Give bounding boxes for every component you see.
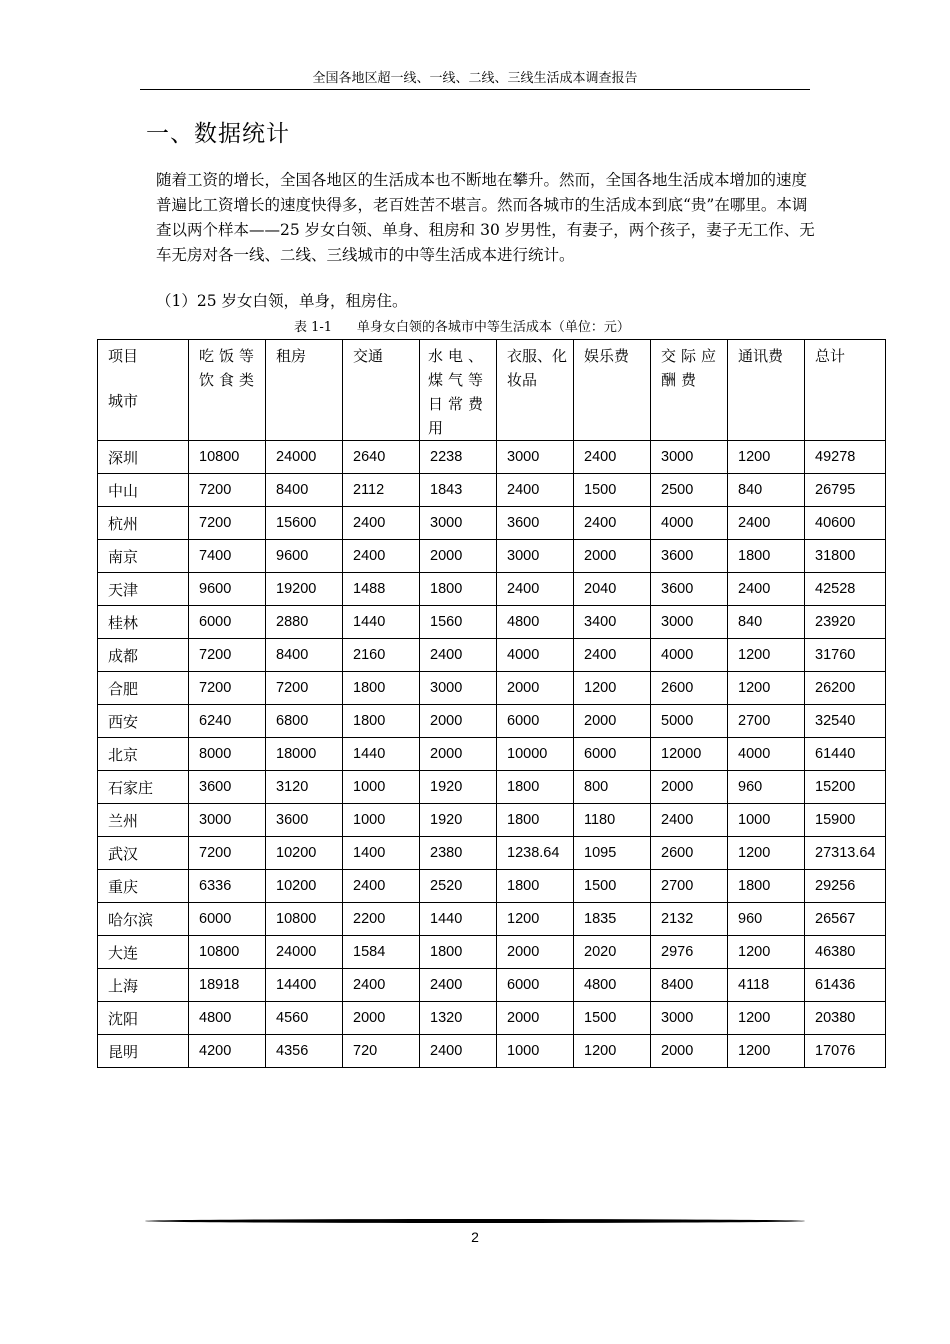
cost-cell: 2000 xyxy=(497,1002,574,1035)
cost-cell: 4800 xyxy=(497,606,574,639)
cost-cell: 1000 xyxy=(343,804,420,837)
cost-cell: 10200 xyxy=(266,870,343,903)
city-name-cell: 昆明 xyxy=(98,1035,189,1068)
table-row xyxy=(98,606,886,639)
table-row xyxy=(98,573,886,606)
cost-cell: 1320 xyxy=(420,1002,497,1035)
cost-cell: 2400 xyxy=(728,573,805,606)
cost-cell: 1500 xyxy=(574,1002,651,1035)
cost-cell: 6000 xyxy=(189,606,266,639)
cost-cell: 1800 xyxy=(343,705,420,738)
sample-item-1: （1）25 岁女白领，单身，租房住。 xyxy=(156,292,408,310)
cost-cell: 6000 xyxy=(497,969,574,1002)
cost-cell: 1400 xyxy=(343,837,420,870)
city-name-cell: 哈尔滨 xyxy=(98,903,189,936)
city-name-cell: 南京 xyxy=(98,540,189,573)
table-row xyxy=(98,903,886,936)
cost-cell: 1200 xyxy=(574,1035,651,1068)
city-name-cell: 杭州 xyxy=(98,507,189,540)
running-header: 全国各地区超一线、一线、二线、三线生活成本调查报告 xyxy=(312,71,638,86)
total-cell: 32540 xyxy=(805,705,886,738)
page-number: 2 xyxy=(471,1229,479,1245)
cost-cell: 1200 xyxy=(574,672,651,705)
cost-cell: 2112 xyxy=(343,474,420,507)
cost-cell: 6240 xyxy=(189,705,266,738)
table-row xyxy=(98,474,886,507)
city-name-cell: 上海 xyxy=(98,969,189,1002)
cost-cell: 1800 xyxy=(728,540,805,573)
total-cell: 26567 xyxy=(805,903,886,936)
cost-cell: 24000 xyxy=(266,936,343,969)
cost-cell: 3600 xyxy=(651,573,728,606)
city-name-cell: 西安 xyxy=(98,705,189,738)
table-row xyxy=(98,936,886,969)
cost-cell: 1200 xyxy=(728,837,805,870)
table-row xyxy=(98,837,886,870)
city-name-cell: 北京 xyxy=(98,738,189,771)
cost-cell: 1200 xyxy=(728,1035,805,1068)
cost-cell: 4200 xyxy=(189,1035,266,1068)
cost-cell: 19200 xyxy=(266,573,343,606)
cost-cell: 2400 xyxy=(420,639,497,672)
cost-cell: 1584 xyxy=(343,936,420,969)
cost-cell: 1843 xyxy=(420,474,497,507)
cost-cell: 2400 xyxy=(497,474,574,507)
cost-cell: 2000 xyxy=(343,1002,420,1035)
table-row xyxy=(98,705,886,738)
cost-cell: 960 xyxy=(728,903,805,936)
total-cell: 26200 xyxy=(805,672,886,705)
cost-cell: 7200 xyxy=(266,672,343,705)
cost-cell: 1800 xyxy=(343,672,420,705)
cost-cell: 1800 xyxy=(497,804,574,837)
cost-cell: 4000 xyxy=(651,507,728,540)
cost-cell: 2600 xyxy=(651,672,728,705)
cost-cell: 2880 xyxy=(266,606,343,639)
cost-cell: 8400 xyxy=(266,474,343,507)
total-cell: 49278 xyxy=(805,441,886,474)
cost-cell: 10000 xyxy=(497,738,574,771)
cost-cell: 1800 xyxy=(497,870,574,903)
table-row xyxy=(98,507,886,540)
cost-cell: 1500 xyxy=(574,474,651,507)
total-cell: 17076 xyxy=(805,1035,886,1068)
cost-cell: 2400 xyxy=(574,507,651,540)
cost-cell: 15600 xyxy=(266,507,343,540)
column-header: 吃饭等饮食类 xyxy=(189,340,266,441)
city-name-cell: 成都 xyxy=(98,639,189,672)
table-row xyxy=(98,771,886,804)
table-row xyxy=(98,738,886,771)
cost-cell: 7200 xyxy=(189,672,266,705)
cost-cell: 2640 xyxy=(343,441,420,474)
cost-cell: 4800 xyxy=(189,1002,266,1035)
cost-cell: 3400 xyxy=(574,606,651,639)
city-name-cell: 大连 xyxy=(98,936,189,969)
cost-cell: 4000 xyxy=(497,639,574,672)
cost-cell: 3600 xyxy=(497,507,574,540)
column-header: 水电、煤气等日常费用 xyxy=(420,340,497,441)
cost-cell: 2520 xyxy=(420,870,497,903)
footer-rule xyxy=(145,1219,805,1223)
cost-cell: 1200 xyxy=(728,936,805,969)
cost-cell: 4000 xyxy=(728,738,805,771)
table-row xyxy=(98,639,886,672)
total-cell: 42528 xyxy=(805,573,886,606)
cost-cell: 5000 xyxy=(651,705,728,738)
cost-cell: 1200 xyxy=(728,672,805,705)
cost-cell: 4000 xyxy=(651,639,728,672)
cost-cell: 1560 xyxy=(420,606,497,639)
city-name-cell: 中山 xyxy=(98,474,189,507)
cost-cell: 1800 xyxy=(420,936,497,969)
cost-cell: 2160 xyxy=(343,639,420,672)
cost-cell: 7400 xyxy=(189,540,266,573)
cost-cell: 1920 xyxy=(420,804,497,837)
column-header: 总计 xyxy=(805,340,886,441)
city-name-cell: 桂林 xyxy=(98,606,189,639)
column-header: 租房 xyxy=(266,340,343,441)
cost-cell: 6000 xyxy=(189,903,266,936)
cost-cell: 14400 xyxy=(266,969,343,1002)
cost-cell: 2200 xyxy=(343,903,420,936)
table-row xyxy=(98,441,886,474)
total-cell: 31760 xyxy=(805,639,886,672)
cost-cell: 2400 xyxy=(343,870,420,903)
cost-cell: 10200 xyxy=(266,837,343,870)
cost-cell: 1835 xyxy=(574,903,651,936)
cost-cell: 1238.64 xyxy=(497,837,574,870)
total-cell: 23920 xyxy=(805,606,886,639)
cost-cell: 1440 xyxy=(343,738,420,771)
cost-cell: 3000 xyxy=(651,606,728,639)
section-title: 一、数据统计 xyxy=(146,121,290,147)
cost-cell: 18918 xyxy=(189,969,266,1002)
table-row xyxy=(98,870,886,903)
cost-cell: 2380 xyxy=(420,837,497,870)
cost-cell: 1200 xyxy=(728,1002,805,1035)
cost-cell: 4800 xyxy=(574,969,651,1002)
cost-cell: 3000 xyxy=(420,672,497,705)
table-row xyxy=(98,1035,886,1068)
header-rule xyxy=(140,89,810,90)
cost-cell: 2400 xyxy=(497,573,574,606)
cost-cell: 3000 xyxy=(189,804,266,837)
total-cell: 46380 xyxy=(805,936,886,969)
cost-cell: 4356 xyxy=(266,1035,343,1068)
column-header: 通讯费 xyxy=(728,340,805,441)
intro-paragraph: 随着工资的增长，全国各地区的生活成本也不断地在攀升。然而，全国各地生活成本增加的速度普遍比工资增长的速度快得多，老百姓苦不堪言。然而各城市的生活成本到底“贵”在哪里。本调查以两个样本——25 岁女白领、单身、租房和 30 岁男性，有妻子，两个孩子，妻子无工作、无车无房对各一线、二线、三线城市的中等生活成本进行统计。 xyxy=(156,171,815,264)
cost-cell: 2132 xyxy=(651,903,728,936)
cost-cell: 8400 xyxy=(266,639,343,672)
cost-cell: 2400 xyxy=(343,969,420,1002)
cost-cell: 1000 xyxy=(728,804,805,837)
cost-cell: 1800 xyxy=(497,771,574,804)
city-name-cell: 沈阳 xyxy=(98,1002,189,1035)
cost-cell: 6336 xyxy=(189,870,266,903)
cost-cell: 4118 xyxy=(728,969,805,1002)
cost-cell: 2400 xyxy=(651,804,728,837)
cost-cell: 1200 xyxy=(497,903,574,936)
cost-cell: 10800 xyxy=(189,441,266,474)
total-cell: 31800 xyxy=(805,540,886,573)
cost-cell: 2000 xyxy=(420,738,497,771)
cost-cell: 2000 xyxy=(651,771,728,804)
cost-cell: 6000 xyxy=(497,705,574,738)
total-cell: 27313.64 xyxy=(805,837,886,870)
city-name-cell: 合肥 xyxy=(98,672,189,705)
cost-cell: 2000 xyxy=(497,672,574,705)
cost-cell: 2238 xyxy=(420,441,497,474)
corner-label-city: 城市 xyxy=(108,392,139,410)
corner-header-cell xyxy=(98,340,189,441)
cost-cell: 6800 xyxy=(266,705,343,738)
cost-cell: 2020 xyxy=(574,936,651,969)
cost-cell: 1200 xyxy=(728,639,805,672)
cost-cell: 2600 xyxy=(651,837,728,870)
cost-cell: 1000 xyxy=(497,1035,574,1068)
cost-cell: 1095 xyxy=(574,837,651,870)
cost-cell: 2400 xyxy=(420,969,497,1002)
cost-cell: 8400 xyxy=(651,969,728,1002)
table-header-row xyxy=(98,340,886,441)
cost-cell: 7200 xyxy=(189,837,266,870)
cost-cell: 2976 xyxy=(651,936,728,969)
table-row xyxy=(98,540,886,573)
cost-cell: 2400 xyxy=(574,639,651,672)
table-row xyxy=(98,804,886,837)
cost-cell: 1000 xyxy=(343,771,420,804)
total-cell: 40600 xyxy=(805,507,886,540)
total-cell: 61436 xyxy=(805,969,886,1002)
table-row xyxy=(98,1002,886,1035)
cost-cell: 7200 xyxy=(189,474,266,507)
total-cell: 29256 xyxy=(805,870,886,903)
cost-cell: 6000 xyxy=(574,738,651,771)
city-name-cell: 天津 xyxy=(98,573,189,606)
total-cell: 26795 xyxy=(805,474,886,507)
cost-cell: 2000 xyxy=(574,540,651,573)
cost-cell: 3000 xyxy=(497,540,574,573)
column-header: 交通 xyxy=(343,340,420,441)
cost-cell: 2000 xyxy=(574,705,651,738)
cost-cell: 9600 xyxy=(266,540,343,573)
cost-cell: 2400 xyxy=(574,441,651,474)
cost-cell: 2000 xyxy=(420,705,497,738)
cost-cell: 1488 xyxy=(343,573,420,606)
cost-cell: 7200 xyxy=(189,507,266,540)
cost-cell: 3000 xyxy=(651,441,728,474)
cost-cell: 3000 xyxy=(651,1002,728,1035)
cost-cell: 840 xyxy=(728,606,805,639)
cost-cell: 2700 xyxy=(728,705,805,738)
city-name-cell: 石家庄 xyxy=(98,771,189,804)
column-header: 娱乐费 xyxy=(574,340,651,441)
cost-cell: 2400 xyxy=(420,1035,497,1068)
cost-cell: 960 xyxy=(728,771,805,804)
total-cell: 15200 xyxy=(805,771,886,804)
cost-cell: 2040 xyxy=(574,573,651,606)
column-header: 交际应酬费 xyxy=(651,340,728,441)
cost-cell: 7200 xyxy=(189,639,266,672)
total-cell: 15900 xyxy=(805,804,886,837)
total-cell: 61440 xyxy=(805,738,886,771)
cost-cell: 10800 xyxy=(189,936,266,969)
cost-cell: 720 xyxy=(343,1035,420,1068)
cost-cell: 18000 xyxy=(266,738,343,771)
cost-cell: 1800 xyxy=(728,870,805,903)
cost-cell: 1200 xyxy=(728,441,805,474)
living-cost-table xyxy=(97,339,886,1068)
cost-cell: 3600 xyxy=(189,771,266,804)
cost-cell: 3600 xyxy=(266,804,343,837)
cost-cell: 1440 xyxy=(343,606,420,639)
cost-cell: 2000 xyxy=(420,540,497,573)
cost-cell: 3120 xyxy=(266,771,343,804)
cost-cell: 1500 xyxy=(574,870,651,903)
cost-cell: 2400 xyxy=(343,540,420,573)
cost-cell: 10800 xyxy=(266,903,343,936)
city-name-cell: 深圳 xyxy=(98,441,189,474)
cost-cell: 1920 xyxy=(420,771,497,804)
cost-cell: 3000 xyxy=(497,441,574,474)
column-header: 衣服、化妆品 xyxy=(497,340,574,441)
cost-cell: 24000 xyxy=(266,441,343,474)
cost-cell: 2000 xyxy=(497,936,574,969)
cost-cell: 1440 xyxy=(420,903,497,936)
cost-cell: 2400 xyxy=(728,507,805,540)
table-row xyxy=(98,969,886,1002)
corner-label-item: 项目 xyxy=(108,347,139,365)
city-name-cell: 重庆 xyxy=(98,870,189,903)
cost-cell: 800 xyxy=(574,771,651,804)
cost-cell: 2000 xyxy=(651,1035,728,1068)
total-cell: 20380 xyxy=(805,1002,886,1035)
cost-cell: 3000 xyxy=(420,507,497,540)
cost-cell: 3600 xyxy=(651,540,728,573)
cost-cell: 4560 xyxy=(266,1002,343,1035)
cost-cell: 840 xyxy=(728,474,805,507)
cost-cell: 9600 xyxy=(189,573,266,606)
cost-cell: 2400 xyxy=(343,507,420,540)
cost-cell: 12000 xyxy=(651,738,728,771)
city-name-cell: 武汉 xyxy=(98,837,189,870)
cost-cell: 2500 xyxy=(651,474,728,507)
cost-cell: 8000 xyxy=(189,738,266,771)
table-row xyxy=(98,672,886,705)
table-caption: 表 1-1 单身女白领的各城市中等生活成本（单位：元） xyxy=(294,320,630,335)
cost-cell: 1180 xyxy=(574,804,651,837)
city-name-cell: 兰州 xyxy=(98,804,189,837)
cost-cell: 1800 xyxy=(420,573,497,606)
cost-cell: 2700 xyxy=(651,870,728,903)
